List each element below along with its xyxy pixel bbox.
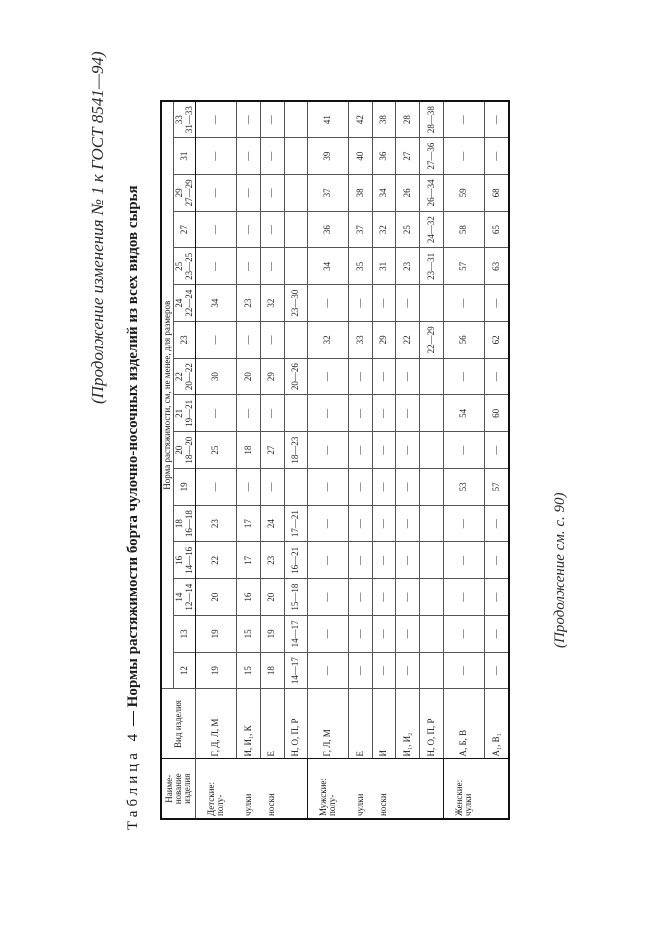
cell-value bbox=[420, 285, 444, 322]
cell-value: 33 bbox=[349, 322, 373, 359]
cell-value: 27—36 bbox=[420, 138, 444, 175]
cell-value: — bbox=[308, 285, 349, 322]
cell-value bbox=[284, 138, 308, 175]
product-name: полу- bbox=[215, 794, 226, 816]
cell-value: — bbox=[372, 652, 396, 689]
cell-value: 15 bbox=[237, 616, 261, 653]
cell-value: — bbox=[372, 432, 396, 469]
cell-value: — bbox=[308, 358, 349, 395]
rotated-table-wrapper bbox=[160, 100, 510, 820]
size-label: 16 bbox=[174, 555, 185, 565]
cell-value: 29 bbox=[260, 358, 284, 395]
product-name: чулки bbox=[354, 793, 365, 816]
cell-value: 23 bbox=[396, 248, 420, 285]
cell-value: — bbox=[308, 542, 349, 579]
cell-value: — bbox=[396, 542, 420, 579]
cell-value: 23 bbox=[260, 542, 284, 579]
cell-value: 32 bbox=[372, 211, 396, 248]
cell-name bbox=[484, 759, 509, 819]
cell-value: 31 bbox=[372, 248, 396, 285]
table-row bbox=[349, 101, 373, 819]
group-label: Женские: bbox=[453, 779, 464, 816]
cell-value: 17—21 bbox=[284, 505, 308, 542]
size-label: 18 bbox=[174, 519, 185, 529]
cell-value: — bbox=[443, 652, 484, 689]
table-row bbox=[420, 101, 444, 819]
cell-value: 20—26 bbox=[284, 358, 308, 395]
cell-value: — bbox=[308, 469, 349, 506]
cell-kind: А₁, В₁ bbox=[484, 689, 509, 759]
cell-value: 20 bbox=[237, 358, 261, 395]
cell-value: 23 bbox=[237, 285, 261, 322]
table-row bbox=[196, 101, 237, 819]
cell-value: — bbox=[237, 322, 261, 359]
cell-name bbox=[308, 759, 349, 819]
cell-value: 32 bbox=[308, 322, 349, 359]
cell-value: — bbox=[372, 285, 396, 322]
stretch-norms-table bbox=[160, 100, 510, 820]
cell-value: 25 bbox=[396, 211, 420, 248]
cell-value: 16 bbox=[237, 579, 261, 616]
table-row bbox=[372, 101, 396, 819]
cell-value: — bbox=[349, 652, 373, 689]
cell-value: — bbox=[260, 395, 284, 432]
cell-value: — bbox=[308, 579, 349, 616]
cell-value: 34 bbox=[308, 248, 349, 285]
cell-value: — bbox=[349, 358, 373, 395]
cell-value: — bbox=[308, 432, 349, 469]
size-label: 23 bbox=[179, 335, 190, 345]
cell-value: 20 bbox=[196, 579, 237, 616]
table-row bbox=[484, 101, 509, 819]
cell-value: — bbox=[443, 579, 484, 616]
size-header-20 bbox=[174, 432, 196, 469]
cell-value: — bbox=[484, 285, 509, 322]
cell-value: 35 bbox=[349, 248, 373, 285]
table-body bbox=[196, 101, 509, 819]
product-name: носки bbox=[378, 793, 389, 816]
cell-value: — bbox=[349, 432, 373, 469]
cell-value: 56 bbox=[443, 322, 484, 359]
cell-value: 17 bbox=[237, 505, 261, 542]
size-label: 25 bbox=[174, 261, 185, 271]
size-label: 21 bbox=[174, 408, 185, 418]
cell-value: 23—30 bbox=[284, 285, 308, 322]
cell-value: — bbox=[308, 505, 349, 542]
cell-value: 60 bbox=[484, 395, 509, 432]
size-header-22 bbox=[174, 358, 196, 395]
size-header-31 bbox=[174, 138, 196, 175]
cell-value: — bbox=[443, 358, 484, 395]
cell-value: 14—17 bbox=[284, 652, 308, 689]
cell-kind: Н, О, П, Р bbox=[284, 689, 308, 759]
cell-value: 14—17 bbox=[284, 616, 308, 653]
cell-value: 63 bbox=[484, 248, 509, 285]
cell-value: — bbox=[396, 395, 420, 432]
cell-name bbox=[420, 759, 444, 819]
table-row bbox=[237, 101, 261, 819]
cell-value: — bbox=[349, 395, 373, 432]
cell-value: 19 bbox=[196, 652, 237, 689]
cell-value: — bbox=[443, 138, 484, 175]
cell-value: 37 bbox=[349, 211, 373, 248]
size-label: 13 bbox=[179, 629, 190, 639]
cell-value: 38 bbox=[349, 175, 373, 212]
cell-value: 34 bbox=[196, 285, 237, 322]
size-label: 24 bbox=[174, 298, 185, 308]
product-name: чулки bbox=[242, 793, 253, 816]
cell-value: 22—29 bbox=[420, 322, 444, 359]
cell-value: — bbox=[372, 469, 396, 506]
cell-name bbox=[237, 759, 261, 819]
cell-value: — bbox=[372, 395, 396, 432]
col-header-group: Норма растяжимости, см, не менее, для размеров bbox=[161, 101, 174, 689]
cell-name bbox=[260, 759, 284, 819]
cell-kind: Н, О, П, Р bbox=[420, 689, 444, 759]
size-header-25 bbox=[174, 248, 196, 285]
cell-value: — bbox=[443, 505, 484, 542]
size-label: 27 bbox=[179, 225, 190, 235]
cell-value bbox=[420, 505, 444, 542]
product-name: носки bbox=[266, 793, 277, 816]
size-header-19 bbox=[174, 469, 196, 506]
size-header-14 bbox=[174, 579, 196, 616]
cell-kind: И, И₁, К bbox=[237, 689, 261, 759]
table-row bbox=[443, 101, 484, 819]
cell-kind: Г, Д, Л, М bbox=[196, 689, 237, 759]
cell-value: — bbox=[196, 395, 237, 432]
cell-value: 27 bbox=[260, 432, 284, 469]
cell-value: 23 bbox=[196, 505, 237, 542]
table-row bbox=[308, 101, 349, 819]
cell-value: — bbox=[484, 432, 509, 469]
cell-value: 57 bbox=[484, 469, 509, 506]
cell-name bbox=[443, 759, 484, 819]
cell-value: — bbox=[484, 505, 509, 542]
cell-value: 58 bbox=[443, 211, 484, 248]
cell-value: — bbox=[349, 579, 373, 616]
cell-value: — bbox=[396, 579, 420, 616]
cell-value: — bbox=[396, 432, 420, 469]
size-header-23 bbox=[174, 322, 196, 359]
size-range: 12—14 bbox=[183, 583, 194, 611]
cell-value: 68 bbox=[484, 175, 509, 212]
header-note: (Продолжение изменения № 1 к ГОСТ 8541—94) bbox=[88, 51, 107, 404]
size-range: 14—16 bbox=[183, 546, 194, 574]
cell-value: — bbox=[196, 138, 237, 175]
cell-value: 32 bbox=[260, 285, 284, 322]
cell-value: 26—34 bbox=[420, 175, 444, 212]
cell-value: — bbox=[484, 358, 509, 395]
cell-value: — bbox=[484, 652, 509, 689]
cell-value: — bbox=[237, 395, 261, 432]
size-range: 19—21 bbox=[183, 399, 194, 427]
size-header-24 bbox=[174, 285, 196, 322]
cell-value: — bbox=[349, 616, 373, 653]
cell-value: — bbox=[372, 542, 396, 579]
cell-value: — bbox=[260, 175, 284, 212]
cell-value: — bbox=[260, 211, 284, 248]
cell-value bbox=[284, 175, 308, 212]
caption-title: — Нормы растяжимости борта чулочно-носочных изделий из всех видов сырья bbox=[125, 185, 141, 727]
cell-value: 15 bbox=[237, 652, 261, 689]
cell-value: — bbox=[443, 101, 484, 138]
cell-value: 23—31 bbox=[420, 248, 444, 285]
cell-value bbox=[284, 469, 308, 506]
cell-value: 53 bbox=[443, 469, 484, 506]
cell-value bbox=[284, 322, 308, 359]
cell-name bbox=[284, 759, 308, 819]
table-row bbox=[396, 101, 420, 819]
cell-value: 20 bbox=[260, 579, 284, 616]
cell-value: — bbox=[396, 285, 420, 322]
cell-name bbox=[396, 759, 420, 819]
cell-value: — bbox=[443, 542, 484, 579]
cell-value: 22 bbox=[196, 542, 237, 579]
cell-value: — bbox=[396, 505, 420, 542]
cell-value: — bbox=[260, 101, 284, 138]
size-range: 16—18 bbox=[183, 510, 194, 538]
cell-value: — bbox=[237, 469, 261, 506]
cell-value: — bbox=[237, 175, 261, 212]
table-header-row bbox=[161, 101, 174, 819]
cell-value: 34 bbox=[372, 175, 396, 212]
cell-value: 36 bbox=[308, 211, 349, 248]
cell-value bbox=[284, 395, 308, 432]
cell-value: — bbox=[196, 469, 237, 506]
cell-value: — bbox=[237, 248, 261, 285]
product-name: чулки bbox=[463, 793, 474, 816]
cell-kind: Е bbox=[260, 689, 284, 759]
cell-value: 18 bbox=[237, 432, 261, 469]
cell-value: — bbox=[372, 579, 396, 616]
cell-value: 19 bbox=[260, 616, 284, 653]
cell-value: 41 bbox=[308, 101, 349, 138]
footer-note: (Продолжение см. с. 90) bbox=[552, 492, 568, 648]
cell-value: — bbox=[237, 138, 261, 175]
cell-value: — bbox=[396, 469, 420, 506]
col-header-name: Наиме-нование изделия bbox=[161, 759, 196, 819]
cell-value: 18—23 bbox=[284, 432, 308, 469]
cell-value bbox=[420, 432, 444, 469]
cell-value: 22 bbox=[396, 322, 420, 359]
cell-value: 62 bbox=[484, 322, 509, 359]
size-header-29 bbox=[174, 175, 196, 212]
cell-kind: И bbox=[372, 689, 396, 759]
table-caption bbox=[125, 185, 142, 830]
cell-value: — bbox=[196, 175, 237, 212]
size-label: 20 bbox=[174, 445, 185, 455]
size-range: 23—25 bbox=[183, 252, 194, 280]
cell-value: 28—38 bbox=[420, 101, 444, 138]
cell-value: 16—21 bbox=[284, 542, 308, 579]
cell-value: — bbox=[260, 248, 284, 285]
cell-value: 25 bbox=[196, 432, 237, 469]
cell-value bbox=[420, 579, 444, 616]
cell-kind: Г, Л, М bbox=[308, 689, 349, 759]
cell-value: 30 bbox=[196, 358, 237, 395]
size-header-27 bbox=[174, 211, 196, 248]
cell-value bbox=[420, 358, 444, 395]
cell-value: — bbox=[372, 505, 396, 542]
cell-value: 24 bbox=[260, 505, 284, 542]
cell-value: 15—18 bbox=[284, 579, 308, 616]
cell-value bbox=[284, 248, 308, 285]
cell-value: 40 bbox=[349, 138, 373, 175]
size-range: 20—22 bbox=[183, 363, 194, 391]
cell-value: 65 bbox=[484, 211, 509, 248]
cell-value: — bbox=[484, 138, 509, 175]
cell-kind: Е bbox=[349, 689, 373, 759]
size-range: 22—24 bbox=[183, 289, 194, 317]
cell-value: — bbox=[372, 358, 396, 395]
cell-value bbox=[420, 469, 444, 506]
size-range: 18—20 bbox=[183, 436, 194, 464]
cell-name bbox=[349, 759, 373, 819]
cell-value: — bbox=[484, 616, 509, 653]
cell-value: — bbox=[308, 616, 349, 653]
cell-value: 26 bbox=[396, 175, 420, 212]
cell-value: — bbox=[260, 138, 284, 175]
cell-value: 18 bbox=[260, 652, 284, 689]
cell-value: — bbox=[396, 652, 420, 689]
cell-value: 54 bbox=[443, 395, 484, 432]
cell-name bbox=[372, 759, 396, 819]
cell-value: — bbox=[349, 542, 373, 579]
cell-value bbox=[284, 101, 308, 138]
cell-value bbox=[284, 211, 308, 248]
cell-value: 28 bbox=[396, 101, 420, 138]
cell-value: — bbox=[237, 211, 261, 248]
cell-kind: И₁, И₂ bbox=[396, 689, 420, 759]
table-row bbox=[284, 101, 308, 819]
cell-value: — bbox=[484, 542, 509, 579]
cell-value: 24—32 bbox=[420, 211, 444, 248]
cell-value: 27 bbox=[396, 138, 420, 175]
cell-value: — bbox=[196, 248, 237, 285]
size-header-18 bbox=[174, 505, 196, 542]
cell-value: — bbox=[443, 432, 484, 469]
cell-value: 17 bbox=[237, 542, 261, 579]
cell-value: — bbox=[196, 322, 237, 359]
cell-value: — bbox=[260, 322, 284, 359]
cell-value: 59 bbox=[443, 175, 484, 212]
size-label: 22 bbox=[174, 372, 185, 382]
cell-value: — bbox=[308, 395, 349, 432]
cell-value bbox=[420, 616, 444, 653]
size-header-33 bbox=[174, 101, 196, 138]
size-range: 31—33 bbox=[183, 106, 194, 134]
cell-value: — bbox=[484, 101, 509, 138]
cell-value bbox=[420, 395, 444, 432]
cell-value: 37 bbox=[308, 175, 349, 212]
size-header-13 bbox=[174, 616, 196, 653]
size-header-21 bbox=[174, 395, 196, 432]
size-header-16 bbox=[174, 542, 196, 579]
cell-value: 42 bbox=[349, 101, 373, 138]
cell-value: — bbox=[349, 505, 373, 542]
cell-name bbox=[196, 759, 237, 819]
cell-value: — bbox=[443, 285, 484, 322]
size-label: 12 bbox=[179, 666, 190, 676]
cell-value: — bbox=[260, 469, 284, 506]
cell-value: — bbox=[396, 358, 420, 395]
cell-value: 19 bbox=[196, 616, 237, 653]
cell-value: — bbox=[196, 101, 237, 138]
cell-value: — bbox=[196, 211, 237, 248]
cell-value: — bbox=[372, 616, 396, 653]
cell-value: 29 bbox=[372, 322, 396, 359]
size-label: 14 bbox=[174, 592, 185, 602]
size-label: 29 bbox=[174, 188, 185, 198]
size-range: 27—29 bbox=[183, 179, 194, 207]
cell-value: — bbox=[484, 579, 509, 616]
size-label: 31 bbox=[179, 151, 190, 161]
size-label: 33 bbox=[174, 115, 185, 125]
cell-value: 57 bbox=[443, 248, 484, 285]
cell-value: — bbox=[396, 616, 420, 653]
caption-label: Таблица 4 bbox=[125, 729, 141, 830]
cell-kind: А, Б, В bbox=[443, 689, 484, 759]
cell-value: 36 bbox=[372, 138, 396, 175]
cell-value: 39 bbox=[308, 138, 349, 175]
col-header-kind: Вид изделия bbox=[161, 689, 196, 759]
cell-value: — bbox=[349, 469, 373, 506]
group-label: Мужские: bbox=[317, 778, 328, 816]
cell-value: — bbox=[308, 652, 349, 689]
table-row bbox=[260, 101, 284, 819]
cell-value bbox=[420, 652, 444, 689]
size-label: 19 bbox=[179, 482, 190, 492]
product-name: полу- bbox=[327, 794, 338, 816]
size-header-12 bbox=[174, 652, 196, 689]
cell-value: — bbox=[443, 616, 484, 653]
group-label: Детские: bbox=[206, 782, 217, 816]
cell-value: 38 bbox=[372, 101, 396, 138]
cell-value: — bbox=[237, 101, 261, 138]
cell-value: — bbox=[349, 285, 373, 322]
cell-value bbox=[420, 542, 444, 579]
